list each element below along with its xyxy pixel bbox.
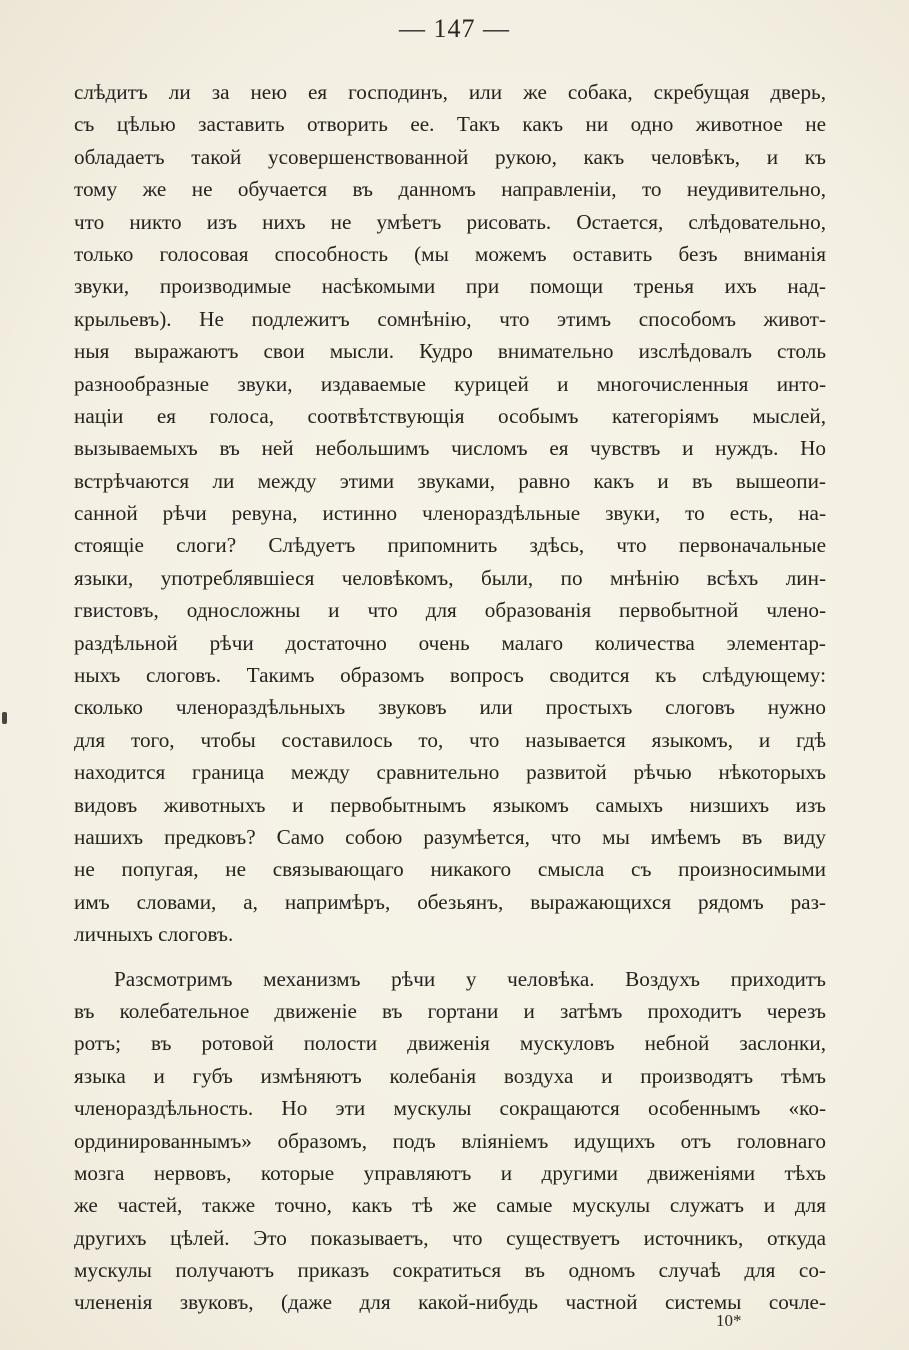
text-line: для того, чтобы составилось то, что называется языкомъ, и гдѣ (74, 727, 826, 752)
paragraph-spacer (74, 951, 826, 963)
text-line: мозга нервовъ, которые управляютъ и другими движеніями тѣхъ (74, 1160, 826, 1185)
text-line: Разсмотримъ механизмъ рѣчи у человѣка. Воздухъ приходитъ (114, 966, 826, 991)
text-line: нашихъ предковъ? Само собою разумѣется, что мы имѣемъ въ виду (74, 824, 826, 849)
text-line: только голосовая способность (мы можемъ оставить безъ вниманія (74, 241, 826, 266)
text-line: имъ словами, а, напримѣръ, обезьянъ, выражающихся рядомъ раз- (74, 889, 826, 914)
text-line: санной рѣчи ревуна, истинно членораздѣльные звуки, то есть, на- (74, 501, 826, 526)
text-line: съ цѣлью заставить отворить ее. Такъ какъ ни одно животное не (74, 112, 826, 137)
body-text (74, 76, 826, 1319)
text-line: члененія звуковъ, (даже для какой-нибудь частной системы сочле- (74, 1290, 826, 1315)
text-line: же частей, также точно, какъ тѣ же самые мускулы служатъ и для (74, 1193, 826, 1218)
text-line: ординированнымъ» образомъ, подъ вліяніемъ идущихъ отъ головнаго (74, 1128, 826, 1153)
page-number: — 147 — (399, 14, 510, 43)
text-line: что никто изъ нихъ не умѣетъ рисовать. Остается, слѣдовательно, (74, 209, 826, 234)
text-line: тому же не обучается въ данномъ направленіи, то неудивительно, (74, 177, 826, 202)
text-line: другихъ цѣлей. Это показываетъ, что существуетъ источникъ, откуда (74, 1225, 826, 1250)
text-line: встрѣчаются ли между этими звуками, равно какъ и въ вышеопи- (74, 468, 826, 493)
text-line: гвистовъ, односложны и что для образованія первобытной члено- (74, 598, 826, 623)
text-line: націи ея голоса, соотвѣтствующія особымъ категоріямъ мыслей, (74, 403, 826, 428)
text-line: членораздѣльность. Но эти мускулы сокращаются особеннымъ «ко- (74, 1096, 826, 1121)
text-line: крыльевъ). Не подлежитъ сомнѣнію, что этимъ способомъ живот- (74, 306, 826, 331)
text-line: мускулы получаютъ приказъ сократиться въ одномъ случаѣ для со- (74, 1258, 826, 1283)
text-line: раздѣльной рѣчи достаточно очень малаго количества элементар- (74, 630, 826, 655)
paragraph-1 (74, 76, 826, 951)
text-line: ныя выражаютъ свои мысли. Кудро внимательно изслѣдовалъ столь (74, 339, 826, 364)
margin-ink-mark (2, 712, 7, 724)
text-line: не попугая, не связывающаго никакого смысла съ произносимыми (74, 857, 826, 882)
text-line: стоящіе слоги? Слѣдуетъ припомнить здѣсь, что первоначальные (74, 533, 826, 558)
text-line: слѣдитъ ли за нею ея господинъ, или же собака, скребущая дверь, (74, 80, 826, 104)
signature-mark: 10* (716, 1311, 742, 1330)
text-line: обладаетъ такой усовершенствованной рукою, какъ человѣкъ, и къ (74, 144, 826, 169)
text-line: вызываемыхъ въ ней небольшимъ числомъ ея чувствъ и нуждъ. Но (74, 436, 826, 461)
paragraph-2 (74, 963, 826, 1319)
text-line: разнообразные звуки, издаваемые курицей и многочисленныя инто- (74, 371, 826, 396)
text-line: звуки, производимые насѣкомыми при помощи тренья ихъ над- (74, 274, 826, 299)
text-line: языки, употреблявшіеся человѣкомъ, были, по мнѣнію всѣхъ лин- (74, 565, 826, 590)
text-line: сколько членораздѣльныхъ звуковъ или простыхъ слоговъ нужно (74, 695, 826, 720)
text-line: видовъ животныхъ и первобытнымъ языкомъ самыхъ низшихъ изъ (74, 792, 826, 817)
text-line: личныхъ слоговъ. (74, 922, 234, 947)
text-line: ныхъ слоговъ. Такимъ образомъ вопросъ сводится къ слѣдующему: (74, 663, 826, 688)
text-line: въ колебательное движеніе въ гортани и затѣмъ проходитъ черезъ (74, 998, 826, 1023)
text-line: ротъ; въ ротовой полости движенія мускуловъ небной заслонки, (74, 1031, 826, 1056)
text-line: языка и губъ измѣняютъ колебанія воздуха и производятъ тѣмъ (74, 1063, 826, 1088)
text-line: находится граница между сравнительно развитой рѣчью нѣкоторыхъ (74, 760, 826, 785)
